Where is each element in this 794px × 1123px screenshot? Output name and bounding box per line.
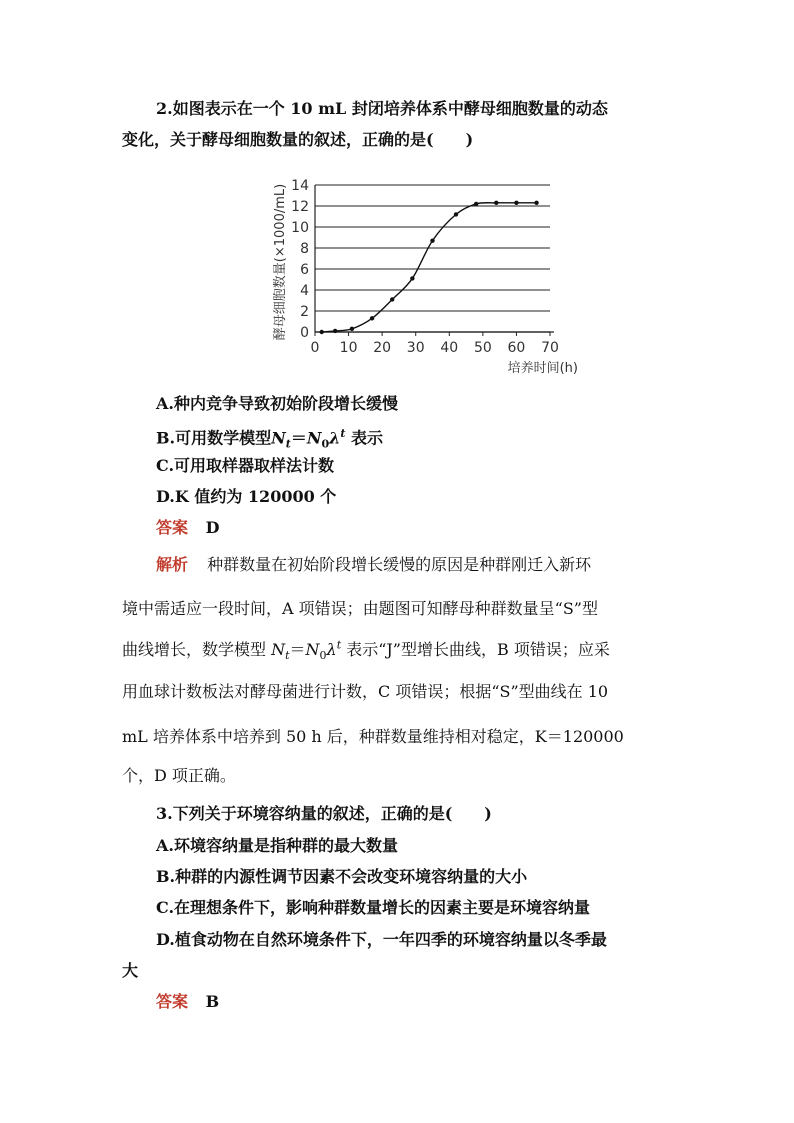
data-point-3 <box>370 316 374 320</box>
data-point-7 <box>454 212 458 216</box>
answer-label: 答案 <box>156 518 189 537</box>
formula-lambda: λ <box>326 640 337 659</box>
formula-n0: N <box>306 428 322 448</box>
data-point-8 <box>474 202 478 206</box>
q3-option-a: A.环境容纳量是指种群的最大数量 <box>156 836 398 855</box>
analysis-line3 <box>122 637 610 662</box>
x-tick-label-20: 20 <box>373 340 392 356</box>
data-point-10 <box>514 201 518 205</box>
analysis-text-1: 种群数量在初始阶段增长缓慢的原因是种群刚迁入新环 <box>207 555 592 574</box>
formula-eq: ＝ <box>290 428 307 448</box>
q3-option-c: C.在理想条件下，影响种群数量增长的因素主要是环境容纳量 <box>156 898 591 917</box>
data-point-11 <box>534 201 538 205</box>
chart-grid <box>315 185 554 332</box>
x-tick-label-0: 0 <box>310 340 320 356</box>
q3-answer <box>156 992 219 1012</box>
q2-option-b-suffix: 表示 <box>351 428 384 448</box>
formula-n0: N <box>305 640 320 659</box>
data-point-6 <box>430 238 434 242</box>
y-tick-label-0: 0 <box>300 325 309 341</box>
data-point-4 <box>390 297 394 301</box>
formula-sub-0: 0 <box>321 437 330 451</box>
x-tick-label-30: 30 <box>406 340 425 356</box>
y-tick-label-6: 6 <box>300 262 309 278</box>
yeast-growth-chart <box>262 162 582 380</box>
y-tick-label-4: 4 <box>300 283 309 299</box>
formula-eq: ＝ <box>289 640 306 659</box>
analysis-line6: 个，D 项正确。 <box>122 766 236 785</box>
chart-x-label: 培养时间(h) <box>507 361 578 376</box>
chart-x-ticks <box>311 332 559 356</box>
data-point-9 <box>494 201 498 205</box>
chart-y-ticks <box>291 178 309 341</box>
formula-n: N <box>271 640 286 659</box>
formula-lambda: λ <box>329 428 341 448</box>
x-tick-label-60: 60 <box>507 340 526 356</box>
q3-option-b: B.种群的内源性调节因素不会改变环境容纳量的大小 <box>156 867 528 886</box>
y-tick-label-8: 8 <box>300 241 309 257</box>
chart-series-line <box>322 203 537 332</box>
chart-points <box>320 201 539 335</box>
q2-answer <box>156 518 219 538</box>
analysis-label: 解析 <box>156 555 189 574</box>
q2-stem-line1: 2.如图表示在一个 10 mL 封闭培养体系中酵母细胞数量的动态 <box>156 99 608 118</box>
data-point-1 <box>333 329 337 333</box>
q2-option-c: C.可用取样器取样法计数 <box>156 456 335 475</box>
analysis-text-3b: 表示“J”型增长曲线，B 项错误；应采 <box>346 640 610 659</box>
y-tick-label-2: 2 <box>300 304 309 320</box>
analysis-text-3a: 曲线增长，数学模型 <box>122 640 267 659</box>
q3-option-d-line2: 大 <box>122 961 139 980</box>
chart-y-label: 酵母细胞数量(×1000/mL) <box>273 183 288 341</box>
analysis-line1 <box>156 552 591 575</box>
q2-option-a: A.种内竞争导致初始阶段增长缓慢 <box>156 394 398 413</box>
formula-n: N <box>271 428 286 448</box>
y-tick-label-10: 10 <box>291 220 309 236</box>
data-point-0 <box>320 330 324 334</box>
y-tick-label-12: 12 <box>291 199 309 215</box>
x-tick-label-10: 10 <box>339 340 358 356</box>
q3-option-d-line1: D.植食动物在自然环境条件下，一年四季的环境容纳量以冬季最 <box>156 930 607 949</box>
data-point-5 <box>410 276 414 280</box>
q2-option-b <box>156 424 383 455</box>
analysis-line2: 境中需适应一段时间，A 项错误；由题图可知酵母种群数量呈“S”型 <box>122 599 598 618</box>
data-point-2 <box>350 327 354 331</box>
formula-sub-0: 0 <box>319 649 327 663</box>
analysis-line4: 用血球计数板法对酵母菌进行计数，C 项错误；根据“S”型曲线在 10 <box>122 682 609 701</box>
formula-sup-t: t <box>336 638 342 652</box>
analysis-line5: mL 培养体系中培养到 50 h 后，种群数量维持相对稳定，K＝120000 <box>122 727 624 746</box>
q2-option-b-prefix: B.可用数学模型 <box>156 428 272 448</box>
x-tick-label-40: 40 <box>440 340 459 356</box>
q2-option-d: D.K 值约为 120000 个 <box>156 487 337 506</box>
answer-label: 答案 <box>156 992 189 1011</box>
answer-value: D <box>205 518 220 537</box>
q2-stem-line2: 变化，关于酵母细胞数量的叙述，正确的是( ) <box>122 130 474 149</box>
formula-sub-t: t <box>285 649 290 663</box>
q3-stem: 3.下列关于环境容纳量的叙述，正确的是( ) <box>156 804 492 823</box>
y-tick-label-14: 14 <box>291 178 309 194</box>
formula-sub-t: t <box>285 437 291 451</box>
x-tick-label-50: 50 <box>473 340 492 356</box>
formula-sup-t: t <box>340 427 346 440</box>
x-tick-label-70: 70 <box>541 340 559 356</box>
answer-value: B <box>205 992 220 1011</box>
